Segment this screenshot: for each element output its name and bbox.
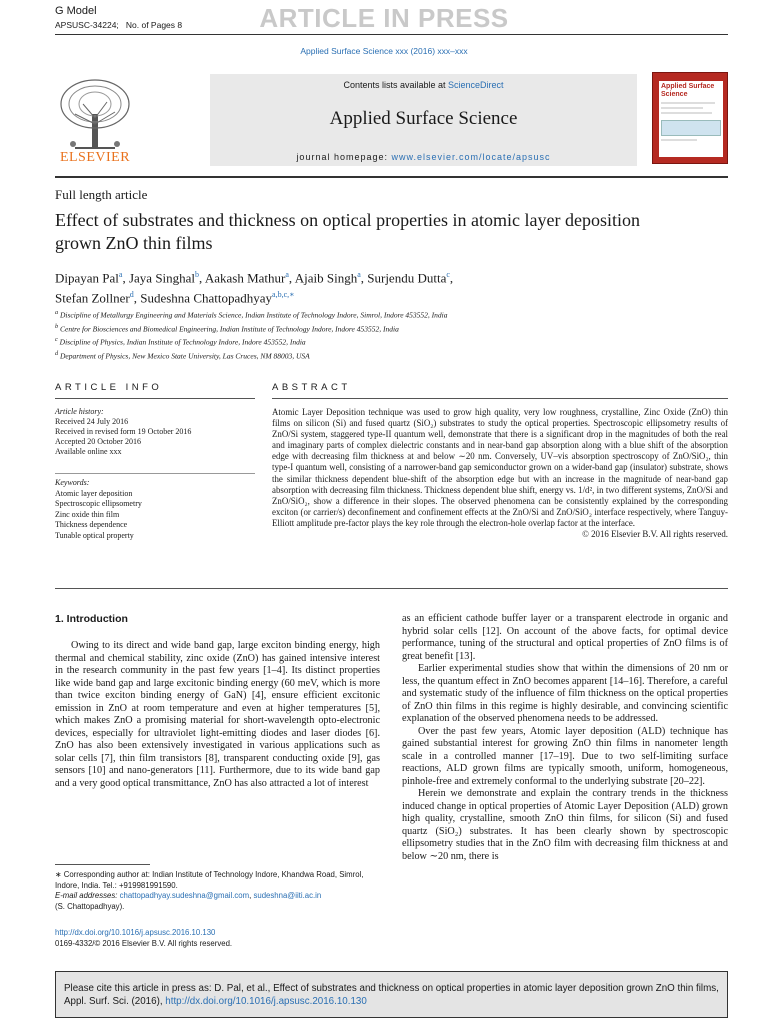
abstract-heading: ABSTRACT	[272, 382, 351, 393]
issn-line: 0169-4332/© 2016 Elsevier B.V. All rights reserved.	[55, 939, 233, 948]
cover-title: Applied Surface Science	[661, 83, 715, 98]
body-paragraph: Earlier experimental studies show that within the dimensions of 20 nm or less, the quantum effect in ZnO becomes apparent [14–16]. Therefore, a careful and systematic study of the influence of film thickness on the optical properties of ZnO thin films in this regime is highly desirable, and convincing scientific explanation of the observed phenomena needs to be addressed.	[402, 663, 728, 724]
author-affiliation-ref[interactable]: d	[129, 290, 134, 300]
journal-masthead	[210, 74, 637, 166]
citation-text: Please cite this article in press as: D. Pal, et al., Effect of substrates and thickness on optical properties in atomic layer deposition grown ZnO thin films, Appl. Surf. Sci. (2016),	[64, 983, 719, 1007]
doi-footer	[55, 927, 380, 949]
journal-homepage	[210, 152, 637, 162]
page-count: No. of Pages 8	[125, 20, 183, 30]
history-item: Received in revised form 19 October 2016	[55, 427, 192, 436]
cover-image	[661, 120, 721, 136]
body-column-right	[402, 613, 728, 863]
contents-line	[210, 80, 637, 90]
abstract-copyright: © 2016 Elsevier B.V. All rights reserved.	[582, 529, 728, 540]
journal-title: Applied Surface Science	[329, 108, 518, 129]
body-paragraph: Over the past few years, Atomic layer deposition (ALD) technique has gained substantial interest for growing ZnO thin films in nanometer length scale in a controlled manner [17–19]. Due to two self-limiting surface reactions, ALD grown films are typically smooth, uniform, homogeneous, pinhole-free and extremely conformal to the underlying substrate [20–22].	[402, 725, 728, 787]
author-affiliation-ref[interactable]: a,b,c,∗	[272, 290, 295, 300]
author-affiliation-ref[interactable]: a	[357, 270, 361, 279]
journal-reference-link[interactable]: Applied Surface Science xxx (2016) xxx–xxx	[300, 46, 468, 56]
masthead-divider	[55, 176, 728, 178]
affiliation-item: $^d$ Department of Physics, New Mexico State University, Las Cruces, NM 88003, USA	[55, 349, 310, 360]
author-affiliation-ref[interactable]: a	[285, 270, 289, 279]
sciencedirect-link[interactable]: ScienceDirect	[448, 80, 504, 90]
article-history	[55, 407, 255, 457]
manuscript-id: APSUSC-34224;	[55, 20, 119, 30]
keyword-item: Tunable optical property	[55, 530, 134, 540]
keyword-item: Thickness dependence	[55, 520, 128, 529]
affiliation-item: $^b$ Centre for Biosciences and Biomedical Engineering, Indian Institute of Technology Indore, Indore 453552, India	[55, 322, 399, 333]
cover-page	[659, 81, 723, 157]
abstract-body	[272, 407, 728, 540]
author-list: Dipayan Pal$^a$, Jaya Singhal$^b$, Aakash Mathur$^a$, Ajaib Singh$^a$, Surjendu Dutta$^c$, Stefan Zollner$^d$, Sudeshna Chattopadhyay$^{a,b,c,∗}$	[55, 270, 454, 306]
affiliation-item: $^c$ Discipline of Physics, Indian Institute of Technology Indore, Indore 453552, India	[55, 336, 306, 347]
keyword-list	[55, 478, 255, 541]
elsevier-logo	[55, 74, 135, 166]
author-name: Stefan Zollner	[55, 290, 130, 306]
history-item: Accepted 20 October 2016	[55, 437, 141, 446]
author-affiliation-ref[interactable]: c	[446, 270, 450, 279]
gmodel-label: G Model	[55, 5, 97, 17]
author-name: Jaya Singhal	[128, 270, 196, 286]
corresponding-author-footnote	[55, 870, 380, 912]
email-link[interactable]: sudeshna@iiti.ac.in	[253, 891, 322, 900]
doi-link[interactable]: http://dx.doi.org/10.1016/j.apsusc.2016.10.130	[55, 928, 216, 937]
keyword-item: Atomic layer deposition	[55, 488, 133, 498]
corresponding-author-note: ∗ Corresponding author at: Indian Institute of Technology Indore, Khandwa Road, Simrol, Indore, India. Tel.: +919981991590.	[55, 870, 364, 890]
abstract-text: Atomic Layer Deposition technique was used to grow high quality, very low roughness, crystalline, Zinc Oxide (ZnO) thin films on silicon (Si) and fused quartz (SiO₂) substrates to study the optical properties. Spectroscopic ellipsometry results of ZnO/Si system, staggered type-II quantum well, demonstrate that there is a significant drop in the magnitudes of both the real and imaginary parts of complex dielectric constants and in near-band gap absorption along with a blue shift of the absorption edge with decreasing film thickness at and below ∼20 nm. Conversely, UV–vis absorption spectroscopy of ZnO/SiO₂, thin type-I quantum well, consisting of a narrower-band gap semiconductor grown on a wider-band gap (insulator) substrate, shows the similar thickness dependent blue-shift of the absorption edge but with an increase in the magnitude of near-band gap absorption with decreasing film thickness. Thickness dependent blue shift, energy vs. 1/d², in two different systems, ZnO/Si and ZnO/SiO₂, show a difference in their slopes. The observed phenomena can be consistently explained by the corresponding exciton (or carrier/s) deconfinement and confinement effects at the ZnO/Si and ZnO/SiO₂ interface respectively, where Tanguy-Elliott amplitude pre-factor plays the key role through the electron-hole overlap factor at the interface.	[272, 407, 728, 528]
author-name: Aakash Mathur	[204, 270, 286, 286]
article-info-heading: ARTICLE INFO	[55, 382, 163, 393]
email-link[interactable]: chattopadhyay.sudeshna@gmail.com	[119, 891, 250, 900]
keyword-item: Zinc oxide thin film	[55, 509, 120, 519]
abstract-divider	[272, 398, 728, 399]
body-paragraph: Owing to its direct and wide band gap, large exciton binding energy, high thermal and chemical stability, zinc oxide (ZnO) has gained intensive interest in the research community in the past few years [1–4]. Its distinct properties like wide band gap and large excitonic binding energy (60 meV, which is more than twice exciton binding energy of GaN) [4], ensure efficient excitonic emission in ZnO at room temperature and even at higher temperatures [5], which makes ZnO a promising material for short-wavelength opto-electronic devices, especially for ultraviolet light-emitting diodes and laser diodes [6]. ZnO has also been extensively investigated in various applications such as solar cells [7], thin film transistors [8], transparent conducting oxide [9], gas sensors [10] and nano-generators [11]. Furthermore, due to its wide band gap and a very good optical transmittance, ZnO has also attracted a lot of interest	[55, 640, 380, 789]
footnote-divider	[55, 864, 150, 865]
body-paragraph: Herein we demonstrate and explain the contrary trends in the thickness induced change in optical properties of Atomic Layer Deposition (ALD) grown high quality, crystalline, smooth ZnO thin films, for silicon (Si) and fused quartz (SiO₂) substrates. It has been clearly shown by spectroscopic ellipsometry studies that in the ZnO film with decreasing film thickness at and below ∼20 nm, there is	[402, 788, 728, 862]
email-line: E-mail addresses: chattopadhyay.sudeshna@gmail.com, sudeshna@iiti.ac.in	[55, 891, 322, 900]
author-name: Ajaib Singh	[294, 270, 358, 286]
keyword-item: Spectroscopic ellipsometry	[55, 499, 142, 508]
article-info-divider	[55, 398, 255, 399]
contents-prefix: Contents lists available at	[343, 80, 449, 90]
affiliation-item: $^a$ Discipline of Metallurgy Engineering and Materials Science, Indian Institute of Technology Indore, Simrol, Indore 453552, India	[55, 309, 448, 320]
citation-doi-link[interactable]: http://dx.doi.org/10.1016/j.apsusc.2016.10.130	[165, 996, 367, 1007]
keywords-label: Keywords:	[55, 478, 90, 487]
history-label: Article history:	[55, 407, 104, 416]
header-divider	[55, 34, 728, 35]
journal-cover-thumbnail[interactable]	[652, 72, 728, 164]
author-affiliation-ref[interactable]: a	[118, 270, 123, 279]
author-name: Dipayan Pal	[55, 270, 119, 286]
homepage-prefix: journal homepage:	[296, 152, 392, 162]
article-title: Effect of substrates and thickness on optical properties in atomic layer deposition grown ZnO thin films	[55, 210, 641, 253]
body-column-left	[55, 640, 380, 790]
citation-box	[55, 971, 728, 1018]
history-item: Received 24 July 2016	[55, 417, 129, 426]
section-heading-introduction: 1. Introduction	[55, 613, 128, 625]
email-label: E-mail addresses:	[55, 891, 120, 900]
author-affiliation-ref[interactable]: b	[195, 270, 200, 279]
publisher-name: ELSEVIER	[59, 150, 131, 165]
affiliation-list	[55, 307, 675, 361]
email-owner: (S. Chattopadhyay).	[55, 901, 125, 911]
author-name: Surjendu Dutta	[367, 270, 447, 286]
abstract-bottom-divider	[55, 588, 728, 589]
body-paragraph: as an efficient cathode buffer layer or a transparent electrode in organic and hybrid solar cells [12]. On account of the above facts, for optimal device performance, tuning of the structural and optical properties of ZnO films is of great benefit [13].	[402, 613, 728, 662]
article-type: Full length article	[55, 187, 148, 202]
keywords-divider	[55, 473, 255, 474]
author-name: Sudeshna Chattopadhyay	[140, 290, 273, 306]
article-in-press-banner: ARTICLE IN PRESS	[259, 3, 509, 33]
homepage-link[interactable]: www.elsevier.com/locate/apsusc	[391, 152, 551, 162]
history-item: Available online xxx	[55, 447, 122, 456]
